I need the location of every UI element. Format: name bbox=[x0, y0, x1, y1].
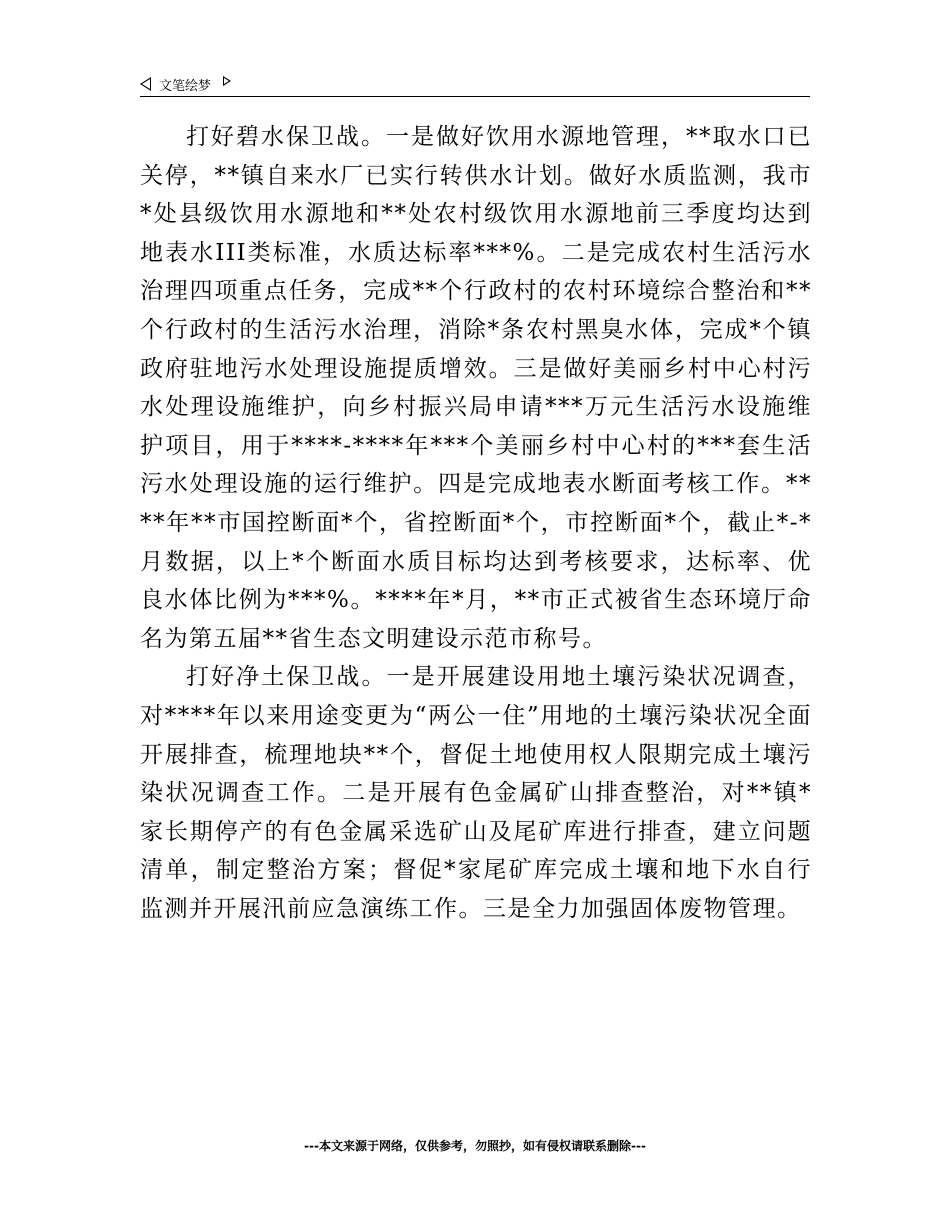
header-title: 文笔绘梦 bbox=[159, 78, 212, 94]
header-divider bbox=[140, 96, 810, 97]
paragraph-clean-soil: 打好净土保卫战。一是开展建设用地土壤污染状况调查，对****年以来用途变更为“两公一住”用地的土壤污染状况全面开展排查，梳理地块**个，督促土地使用权人限期完成土壤污染状况调查工作。二是开展有色金属矿山排查整治，对**镇*家长期停产的有色金属采选矿山及尾矿库进行排查，建立问题清单，制定整治方案；督促*家尾矿库完成土壤和地下水自行监测并开展汛前应急演练工作。三是全力加强固体废物管理。 bbox=[140, 664, 812, 922]
footer-disclaimer: ---本文来源于网络，仅供参考，勿照抄，如有侵权请联系删除--- bbox=[304, 1139, 646, 1153]
page-header bbox=[140, 72, 810, 96]
document-body bbox=[140, 118, 812, 928]
triangle-left-icon bbox=[140, 77, 151, 91]
paragraph-clean-water: 打好碧水保卫战。一是做好饮用水源地管理，**取水口已关停，**镇自来水厂已实行转供水计划。做好水质监测，我市*处县级饮用水源地和**处农村级饮用水源地前三季度均达到地表水III类标准，水质达标率***%。二是完成农村生活污水治理四项重点任务，完成**个行政村的农村环境综合整治和**个行政村的生活污水治理，消除*条农村黑臭水体，完成*个镇政府驻地污水处理设施提质增效。三是做好美丽乡村中心村污水处理设施维护，向乡村振兴局申请***万元生活污水设施维护项目，用于****-****年***个美丽乡村中心村的***套生活污水处理设施的运行维护。四是完成地表水断面考核工作。****年**市国控断面*个，省控断面*个，市控断面*个，截止*-*月数据，以上*个断面水质目标均达到考核要求，达标率、优良水体比例为***%。****年*月，**市正式被省生态环境厅命名为第五届**省生态文明建设示范市称号。 bbox=[140, 124, 812, 652]
triangle-right-icon bbox=[223, 76, 231, 86]
